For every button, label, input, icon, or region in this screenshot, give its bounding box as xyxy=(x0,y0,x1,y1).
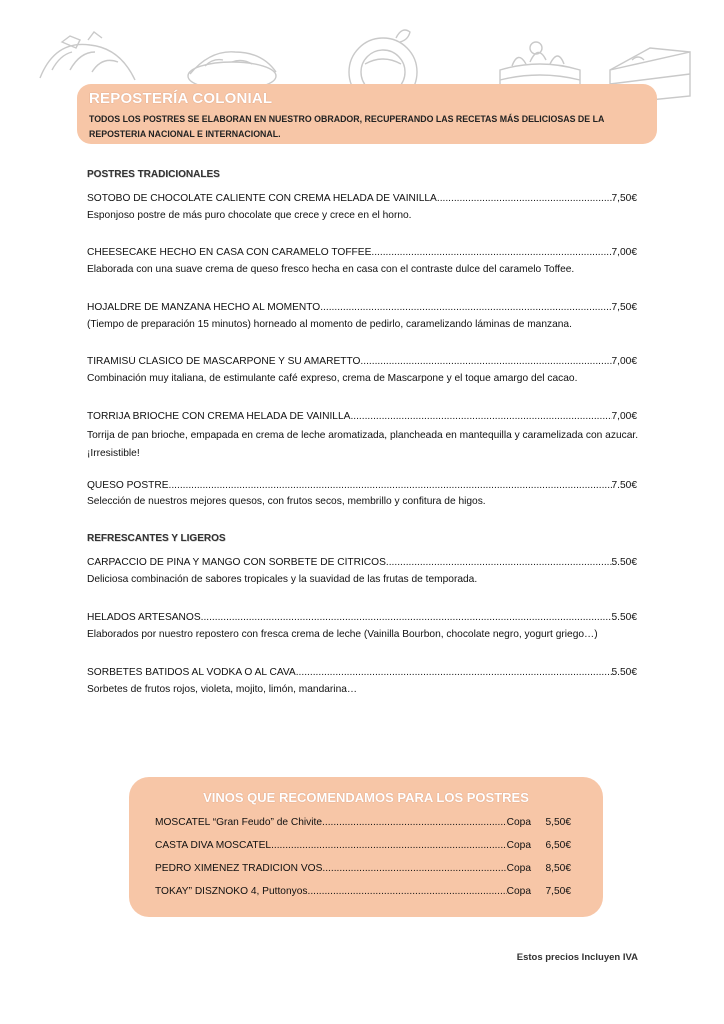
item-description: Esponjoso postre de más puro chocolate que crece y crece en el horno. xyxy=(87,210,412,221)
wine-item xyxy=(155,886,571,897)
item-name: TIRAMISÚ CLÁSICO DE MASCARPONE Y SU AMARETTO xyxy=(87,356,361,367)
item-name: CHEESECAKE HECHO EN CASA CON CARAMELO TOFFEE xyxy=(87,247,372,258)
menu-item xyxy=(87,557,637,568)
dot-leader xyxy=(201,612,612,623)
dot-leader xyxy=(322,817,507,828)
wine-unit: Copa xyxy=(506,886,531,897)
section-title-tradicionales: POSTRES TRADICIONALES xyxy=(87,169,220,180)
wine-price: 7,50€ xyxy=(545,886,571,897)
item-price: 7,00€ xyxy=(611,411,637,422)
dot-leader xyxy=(360,356,611,367)
wine-section-title: VINOS QUE RECOMENDAMOS PARA LOS POSTRES xyxy=(203,790,529,805)
item-description: Selección de nuestros mejores quesos, con frutos secos, membrillo y confitura de higos. xyxy=(87,496,486,507)
item-description: Elaborada con una suave crema de queso fresco hecha en casa con el contraste dulce del caramelo Toffee. xyxy=(87,264,575,275)
item-description: Combinación muy italiana, de estimulante café expreso, crema de Mascarpone y el toque amargo del cacao. xyxy=(87,373,578,384)
item-price: 7,50€ xyxy=(611,302,637,313)
item-name: SORBETES BATIDOS AL VODKA O AL CAVA xyxy=(87,667,296,678)
item-description: Elaborados por nuestro repostero con fresca crema de leche (Vainilla Bourbon, chocolate negro, yogurt griego…) xyxy=(87,629,598,640)
menu-item xyxy=(87,356,637,367)
item-price: 5.50€ xyxy=(611,557,637,568)
wine-unit: Copa xyxy=(506,817,531,828)
footer-note: Estos precios Incluyen IVA xyxy=(516,952,638,963)
croissant-icon xyxy=(40,32,135,80)
item-description: (Tiempo de preparación 15 minutos) horneado al momento de pedirlo, caramelizando láminas de manzana. xyxy=(87,319,572,330)
dot-leader xyxy=(320,302,611,313)
dot-leader xyxy=(386,557,612,568)
item-name: TORRIJA BRIOCHE CON CREMA HELADA DE VAINILLA xyxy=(87,411,351,422)
dot-leader xyxy=(371,247,611,258)
item-price: 5.50€ xyxy=(611,612,637,623)
dot-leader xyxy=(350,411,611,422)
item-price: 7.50€ xyxy=(611,480,637,491)
wine-name: MOSCATEL “Gran Feudo” de Chivite xyxy=(155,817,323,828)
wine-price: 6,50€ xyxy=(545,840,571,851)
menu-item xyxy=(87,480,637,491)
item-name: SOTOBÓ DE CHOCOLATE CALIENTE CON CREMA HELADA DE VAINILLA xyxy=(87,193,437,204)
dot-leader xyxy=(296,667,612,678)
wine-price: 8,50€ xyxy=(545,863,571,874)
item-name: HOJALDRE DE MANZANA HECHO AL MOMENTO xyxy=(87,302,321,313)
item-description: Sorbetes de frutos rojos, violeta, mojito, limón, mandarina… xyxy=(87,684,358,695)
wine-item xyxy=(155,817,571,828)
menu-item xyxy=(87,193,637,204)
menu-item xyxy=(87,667,637,678)
menu-item xyxy=(87,302,637,313)
menu-item xyxy=(87,247,637,258)
page-title: REPOSTERÍA COLONIAL xyxy=(89,90,273,107)
item-description: Deliciosa combinación de sabores tropicales y la suavidad de las frutas de temporada. xyxy=(87,574,478,585)
dot-leader xyxy=(271,840,507,851)
dot-leader xyxy=(307,886,506,897)
item-name: HELADOS ARTESANOS xyxy=(87,612,201,623)
wine-name: CASTA DIVA MOSCATEL xyxy=(155,840,272,851)
item-price: 7,50€ xyxy=(611,193,637,204)
wine-unit: Copa xyxy=(506,840,531,851)
wine-price: 5,50€ xyxy=(545,817,571,828)
wine-name: PEDRO XIMÉNEZ TRADICIÓN VOS xyxy=(155,863,323,874)
item-name: CARPACCIO DE PIÑA Y MANGO CON SORBETE DE CÍTRICOS xyxy=(87,557,386,568)
item-price: 7,00€ xyxy=(611,356,637,367)
header-description: TODOS LOS POSTRES SE ELABORAN EN NUESTRO OBRADOR, RECUPERANDO LAS RECETAS MÁS DELICIOSAS DE LA REPOSTERIA NACIONAL E INTERNACIONAL. xyxy=(89,114,604,139)
item-description: Torrija de pan brioche, empapada en crema de leche aromatizada, plancheada en mantequilla y caramelizada con azucar. ¡Irresistible! xyxy=(87,430,639,459)
wine-unit: Copa xyxy=(506,863,531,874)
wine-name: TOKAY” DISZNOKO 4, Puttonyos xyxy=(155,886,308,897)
menu-item xyxy=(87,612,637,623)
wine-item xyxy=(155,863,571,874)
dot-leader xyxy=(169,480,612,491)
dot-leader xyxy=(322,863,506,874)
section-title-refrescantes: REFRESCANTES Y LIGEROS xyxy=(87,533,226,544)
item-price: 5.50€ xyxy=(611,667,637,678)
item-name: QUESO POSTRE xyxy=(87,480,169,491)
menu-item xyxy=(87,411,637,422)
wine-item xyxy=(155,840,571,851)
dot-leader xyxy=(437,193,612,204)
item-price: 7,00€ xyxy=(611,247,637,258)
